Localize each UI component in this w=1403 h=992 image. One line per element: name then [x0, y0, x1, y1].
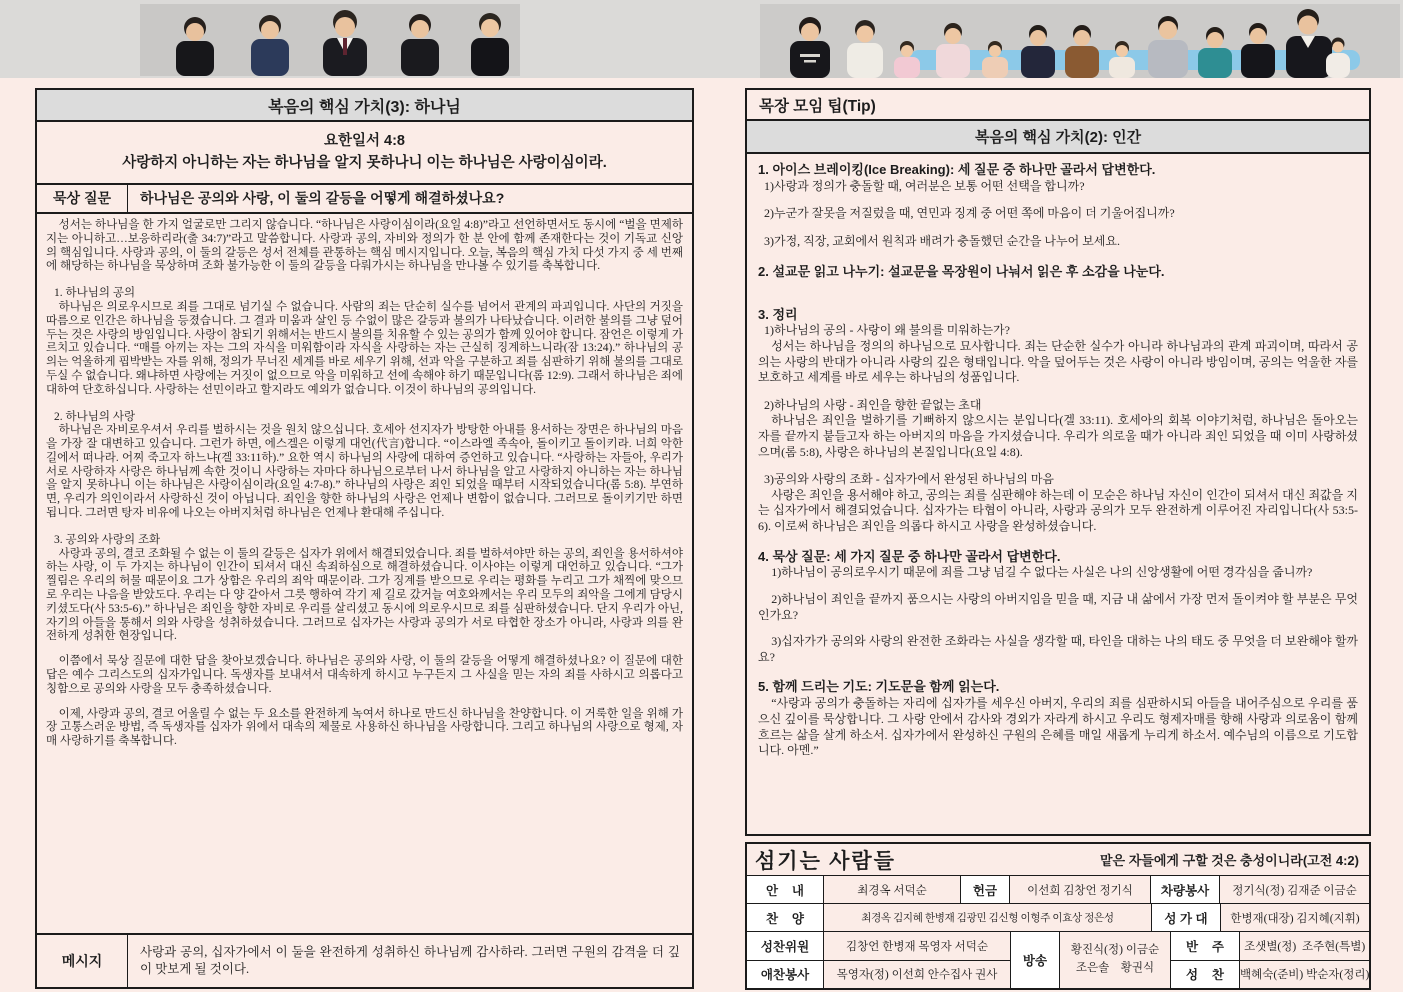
body-paragraph: 2)하나님의 사랑 - 죄인을 향한 끝없는 초대 [764, 397, 982, 412]
servants-title: 섬기는 사람들 [755, 848, 896, 873]
message-row [37, 933, 692, 987]
row-value: 정기식(정) 김재준 이금순 [1219, 876, 1369, 903]
meeting-guide [747, 154, 1369, 834]
body-paragraph: “사랑과 공의가 충돌하는 자리에 십자가를 세우신 아버지, 우리의 죄를 심판하시되 아들을 내어주심으로 우리를 품으신 깊이를 묵상합니다. 그 사랑 안에서 감사와 경외가 자라게 하시고 우리도 형제자매를 향해 사랑과 의로움이 함께 흐르는 삶을 살게 하소서. 십자가에서 완성하신 구원의 은혜를 매일 새롭게 누리게 하소서. 예수님의 이름으로 기도합니다. 아멘.” [758, 696, 1358, 758]
verse-box [37, 122, 692, 185]
row-labels [747, 932, 823, 988]
row-value: 최경옥 서덕순 [823, 876, 960, 903]
body-paragraph: 하나님은 죄인을 벌하기를 기뻐하지 않으시는 분입니다(겔 33:11). 호세아의 회복 이야기처럼, 하나님은 돌아오는 자를 끝까지 붙들고자 하는 아버지의 마음을 가지셨습니다. 우리가 의로울 때가 아니라 죄인 되었을 때 이미 사랑하셨으며(롬 5:8), 사랑은 하나님의 본질입니다(요일 4:8). [758, 413, 1358, 459]
row-labels [1170, 932, 1239, 988]
table-merged-rows [747, 931, 1369, 988]
servants-header [747, 844, 1369, 875]
section-heading: 3. 정리 [758, 306, 798, 322]
body-paragraph: 1)사랑과 정의가 충돌할 때, 여러분은 보통 어떤 선택을 합니까? [764, 178, 1085, 193]
row-value: 조은솔 황권식 [1075, 962, 1155, 974]
children-group-photo [760, 4, 1400, 78]
row-label: 안 내 [747, 876, 823, 903]
row-label: 차량봉사 [1150, 876, 1219, 903]
body-paragraph: 2)누군가 잘못을 저질렀을 때, 연민과 징계 중 어떤 쪽에 마음이 더 기울어집니까? [764, 206, 1175, 221]
servants-table [745, 842, 1371, 990]
row-value: 최경옥 김지혜 한병재 김광민 김신형 이형주 이효상 정은성 [823, 904, 1151, 931]
row-label: 헌금 [960, 876, 1009, 903]
servants-verse: 맡은 자들에게 구할 것은 충성이니라(고전 4:2) [1100, 853, 1359, 868]
row-label: 애찬봉사 [747, 960, 823, 989]
section-heading: 1. 하나님의 공의 [54, 287, 136, 300]
message-text: 사랑과 공의, 십자가에서 이 둘을 완전하게 성취하신 하나님께 감사하라. 그러면 구원의 감격을 더 깊이 맛보게 될 것이다. [127, 935, 692, 987]
row-value: 이선희 김창언 정기식 [1009, 876, 1150, 903]
right-page [745, 88, 1371, 836]
section-heading: 3. 공의와 사랑의 조화 [54, 533, 161, 546]
broadcast-label: 방송 [1010, 932, 1059, 988]
table-row [747, 875, 1369, 903]
message-label: 메시지 [61, 953, 103, 969]
table-row [747, 903, 1369, 931]
meditation-question-text: 하나님은 공의와 사랑, 이 둘의 갈등을 어떻게 해결하셨나요? [127, 185, 692, 212]
right-page-subtitle: 복음의 핵심 가치(2): 인간 [747, 121, 1369, 154]
tip-title: 목장 모임 팁(Tip) [747, 90, 1369, 121]
row-values [1239, 932, 1369, 988]
body-paragraph: 1)하나님이 공의로우시기 때문에 죄를 그냥 넘길 수 없다는 사실은 나의 신앙생활에 어떤 경각심을 줍니까? [771, 565, 1313, 580]
broadcast-values [1059, 932, 1170, 988]
row-value: 조샛별(정) 조주현(특별) [1244, 940, 1366, 953]
section-heading: 1. 아이스 브레이킹(Ice Breaking): 세 질문 중 하나만 골라서 답변한다. [758, 162, 1156, 177]
section-heading: 2. 하나님의 사랑 [54, 410, 136, 423]
section-heading: 5. 함께 드리는 기도: 기도문을 함께 읽는다. [758, 679, 1000, 695]
row-label: 성 가 대 [1151, 904, 1220, 931]
row-label: 성 찬 [1171, 960, 1239, 989]
body-paragraph: 사랑은 죄인을 용서해야 하고, 공의는 죄를 심판해야 하는데 이 모순은 하나님 자신이 인간이 되셔서 대신 죄값을 지는 십자가에서 해결되었습니다. 십자가는 타협이 아니라, 사랑과 공의가 모두 완전하게 이루어진 자리입니다(사 53:5-6). 이로써 하나님은 죄인을 의롭다 하시고 사랑을 완성하셨습니다. [758, 487, 1358, 533]
row-label: 반 주 [1171, 932, 1239, 960]
meditation-question-row [37, 185, 692, 214]
row-value: 황진식(정) 이금순 [1070, 944, 1160, 957]
verse-text: 사랑하지 아니하는 자는 하나님을 알지 못하나니 이는 하나님은 사랑이심이라. [122, 155, 607, 172]
body-paragraph: 2)하나님이 죄인을 끝까지 품으시는 사랑의 아버지임을 믿을 때, 지금 내 삶에서 가장 먼저 돌이켜야 할 부분은 무엇인가요? [758, 592, 1358, 622]
left-page [35, 88, 694, 989]
body-paragraph: 사랑과 공의, 결코 조화될 수 없는 이 둘의 갈등은 십자가 위에서 해결되었습니다. 죄를 벌하셔야만 하는 공의, 죄인을 용서하셔야 하는 사랑, 이 두 가지는 하나님이 인간이 되셔서 대신 속죄하심으로 해결하셨습니다. 이사야는 이렇게 대언하고 있습니다. “그가 찔림은 우리의 허물 때문이요 그가 상함은 우리의 죄악 때문이라. 그가 징계를 받으므로 우리는 평화를 누리고 그가 채찍에 맞으므로 우리는 나음을 받았도다. 우리는 다 양 같아서 그릇 행하여 각기 제 길로 갔거늘 여호와께서는 우리 모두의 죄악을 그에게 담당시키셨도다(사 53:5-6).” 하나님은 죄인을 향한 자비로 우리를 살리셨고 동시에 의로우시므로 죄를 심판하셨습니다. 단지 우리가 아닌, 자기의 아들을 통해서 의와 사랑을 성취하셨습니다. 그러므로 십자가는 사랑과 공의가 서로 타협한 장소가 아니라, 사랑과 의를 완전하게 성취한 현장입니다. [46, 547, 683, 643]
body-paragraph: 3)십자가가 공의와 사랑의 완전한 조화라는 사실을 생각할 때, 타인을 대하는 나의 태도 중 무엇을 더 보완해야 할까요? [758, 634, 1358, 664]
body-paragraph: 이제, 사랑과 공의, 결코 어울릴 수 없는 두 요소를 완전하게 녹여서 하나로 만드신 하나님을 찬양합니다. 이 거룩한 일을 위해 가장 고통스러운 방법, 즉 독생자를 십자가 위에서 대속의 제물로 사용하신 하나님을 사랑합니다. 그리고 하나님의 사랑으로 형제, 자매 사랑하기를 축복합니다. [46, 707, 683, 748]
row-values [823, 932, 1010, 988]
body-paragraph: 이쯤에서 묵상 질문에 대한 답을 찾아보겠습니다. 하나님은 공의와 사랑, 이 둘의 갈등을 어떻게 해결하셨나요? 이 질문에 대한 답은 예수 그리스도의 십자가입니다. 독생자를 보내셔서 대속하게 하시고 누구든지 그 사실을 믿는 자의 죄를 사하시고 의롭다고 칭함으로 공의와 사랑을 모두 충족하셨습니다. [46, 655, 683, 695]
section-heading: 2. 설교문 읽고 나누기: 설교문을 목장원이 나눠서 읽은 후 소감을 나눈다. [758, 263, 1165, 279]
body-paragraph: 3)가정, 직장, 교회에서 원칙과 배려가 충돌했던 순간을 나누어 보세요. [764, 234, 1120, 249]
sermon-body [37, 214, 692, 933]
verse-reference: 요한일서 4:8 [323, 133, 405, 149]
row-value: 목영자(정) 이선희 안수집사 권사 [824, 960, 1010, 989]
row-value: 김창언 한병재 목영자 서덕순 [846, 940, 988, 953]
body-paragraph: 성서는 하나님을 정의의 하나님으로 묘사합니다. 죄는 단순한 실수가 아니라 하나님과의 관계 파괴이며, 따라서 공의는 사랑의 반대가 아니라 사랑의 깊은 형태입니다. 악을 덮어두는 것은 사랑이 아니라 방임이며, 공의는 억울한 자를 보호하고 세계를 바로 세우는 하나님의 성품입니다. [758, 339, 1358, 385]
row-label: 찬 양 [747, 904, 823, 931]
body-paragraph: 하나님은 자비로우셔서 우리를 벌하시는 것을 원치 않으십니다. 호세아 선지자가 방탕한 아내를 용서하는 장면은 하나님의 마음을 가장 잘 대변하고 있습니다. 그런가 하면, 에스겔은 이렇게 대언(代言)합니다. “이스라엘 족속아, 돌이키고 돌이키라. 너희 악한 길에서 떠나라. 어찌 죽고자 하느냐(겔 33:11하).” 요한 역시 하나님의 사랑에 대하여 증언하고 있습니다. “사랑하는 자들아, 우리가 서로 사랑하자 사랑은 하나님께 속한 것이니 사랑하는 자마다 하나님으로부터 나서 하나님을 알고 사랑하지 아니하는 자는 하나님을 알지 못하나니 이는 하나님은 사랑이심이라(요일 4:7-8).” 하나님의 사랑은 죄인 되었을 때부터 시작되었습니다(롬 5:8). 부연하면, 우리가 의인이라서 사랑하신 것이 아닙니다. 죄인을 향한 하나님의 사랑은 언제나 변함이 없습니다. 그러므로 돌이키기만 하면 됩니다. 그러면 탕자 비유에 나오는 아버지처럼 하나님은 언제나 환대해 주십니다. [46, 424, 683, 520]
staff-group-photo [140, 4, 520, 76]
body-paragraph: 3)공의와 사랑의 조화 - 십자가에서 완성된 하나님의 마음 [764, 472, 1055, 487]
row-label: 성찬위원 [747, 932, 823, 960]
section-heading: 4. 묵상 질문: 세 가지 질문 중 하나만 골라서 답변한다. [758, 548, 1061, 564]
body-paragraph: 하나님은 의로우시므로 죄를 그대로 넘기실 수 없습니다. 사람의 죄는 단순히 실수를 넘어서 관계의 파괴입니다. 사단의 거짓을 따름으로 인간은 하나님을 등졌습니다. 그 결과 미움과 살인 등 수없이 많은 갈등과 불의가 나타났습니다. 이러한 불의를 그냥 덮어두는 것은 사랑의 방임입니다. 사랑이 참되기 위해서는 반드시 불의를 치유할 수 있는 공의가 함께 있어야 합니다. 잠언은 이렇게 가르치고 있습니다. “매를 아끼는 자는 그의 자식을 미워함이라 자식을 사랑하는 자는 근실히 징계하느니라(잠 13:24).” 하나님의 공의는 억울하게 핍박받는 자를 위해, 정의가 무너진 세계를 바로 세우기 위해, 선과 악을 구분하고 죄를 심판하기 위해 불의를 그대로 두실 수 없습니다. 왜냐하면 사랑에는 거짓이 없으므로 악을 미워하고 선에 속해야 하기 때문입니다(롬 12:9). 그래서 하나님은 죄에 대하여 단호하십니다. 사랑하는 선민이라고 할지라도 예외가 없습니다. 이것이 하나님의 공의입니다. [46, 300, 683, 396]
photo-band [0, 0, 1403, 78]
meditation-question-label: 묵상 질문 [53, 190, 111, 207]
row-value: 백혜숙(준비) 박순자(정리) [1240, 960, 1369, 989]
row-value: 한병재(대장) 김지혜(지휘) [1220, 904, 1369, 931]
left-page-title: 복음의 핵심 가치(3): 하나님 [37, 90, 692, 122]
body-paragraph: 성서는 하나님을 한 가지 얼굴로만 그리지 않습니다. “하나님은 사랑이심이라(요일 4:8)”라고 선언하면서도 동시에 “벌을 면제하지는 아니하고…보응하리라(출 34:7)”라고 말씀합니다. 사랑과 공의, 자비와 정의가 한 분 안에 함께 존재한다는 것이 기독교 신앙의 핵심입니다. 사랑과 공의, 이 둘의 갈등은 성서 전체를 관통하는 핵심 메시지입니다. 오늘, 복음의 핵심 가치 다섯 가지 중 세 번째에 해당하는 하나님을 묵상하며 조화 불가능한 이 둘의 갈등을 다뤄가시는 하나님을 만나볼 수 있기를 축복합니다. [46, 218, 683, 273]
body-paragraph: 1)하나님의 공의 - 사랑이 왜 불의를 미워하는가? [764, 323, 1010, 338]
